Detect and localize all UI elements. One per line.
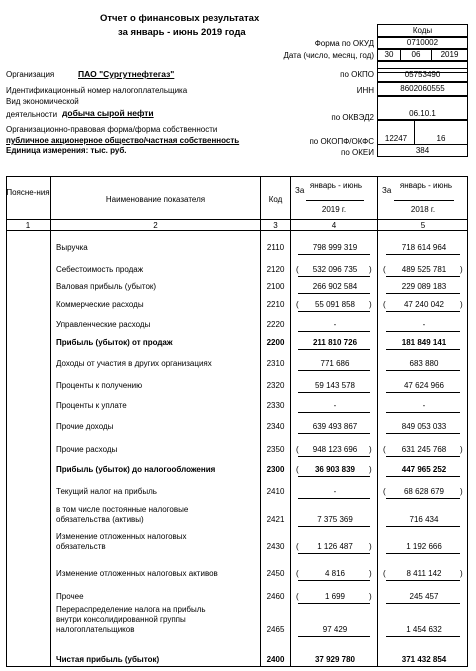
row-name: Прочие расходы (56, 445, 118, 454)
row-current-value: 771 686 (320, 359, 350, 368)
row-prev-value: 1 454 632 (406, 625, 442, 634)
row-prev-value: 245 457 (409, 592, 439, 601)
codes-header: Коды (377, 24, 468, 37)
row-code: 2310 (266, 359, 285, 368)
paren-close: ) (460, 487, 463, 496)
paren-close: ) (369, 542, 372, 551)
row-name: Изменение отложенных налоговых активов (56, 569, 218, 578)
row-prev-value: 47 240 042 (403, 300, 445, 309)
row-prev-value: 371 432 854 (401, 655, 447, 664)
col-prev-za: За (382, 186, 392, 195)
paren-open: ( (296, 300, 299, 309)
row-current-value: 211 810 726 (312, 338, 358, 347)
paren-open: ( (296, 265, 299, 274)
row-prev-value: 489 525 781 (401, 265, 447, 274)
row-current-value: 532 096 735 (312, 265, 358, 274)
row-name-line: внутри консолидированной группы (56, 615, 186, 624)
row-code: 2410 (266, 487, 285, 496)
row-code: 2100 (266, 282, 285, 291)
paren-open: ( (296, 445, 299, 454)
row-name: Прибыль (убыток) до налогообложения (56, 465, 216, 474)
row-name-line: Перераспределение налога на прибыль (56, 605, 206, 614)
col-num-1: 1 (25, 221, 31, 230)
paren-close: ) (460, 569, 463, 578)
paren-close: ) (369, 300, 372, 309)
row-name: Чистая прибыль (убыток) (56, 655, 160, 664)
col-current-year: 2019 г. (321, 205, 347, 214)
col-num-2: 2 (153, 221, 158, 230)
paren-close: ) (460, 265, 463, 274)
row-name: Проценты к уплате (56, 401, 127, 410)
row-code: 2421 (266, 515, 285, 524)
row-name-line: обязательств (56, 542, 106, 551)
paren-open: ( (383, 265, 386, 274)
paren-open: ( (383, 569, 386, 578)
row-code: 2330 (266, 401, 285, 410)
okpo-value: 05753490 (377, 68, 468, 82)
paren-close: ) (460, 445, 463, 454)
row-current-value: 1 126 487 (317, 542, 353, 551)
activity-label-2: деятельности (6, 110, 58, 119)
row-prev-value: 8 411 142 (406, 569, 442, 578)
inn-label: ИНН (356, 86, 374, 95)
date-month: 06 (400, 49, 432, 61)
okpo-label: по ОКПО (340, 70, 374, 79)
row-current-value: 37 929 780 (314, 655, 356, 664)
paren-open: ( (296, 569, 299, 578)
paren-open: ( (383, 445, 386, 454)
paren-open: ( (296, 592, 299, 601)
activity-value: добыча сырой нефти (62, 108, 154, 118)
col-current-za: За (295, 186, 305, 195)
row-code: 2200 (266, 338, 285, 347)
col-num-5: 5 (420, 221, 426, 230)
row-current-value: 639 493 867 (312, 422, 358, 431)
col-prev-period-text: январь - июнь (399, 181, 453, 190)
row-current-value: 36 903 839 (314, 465, 356, 474)
row-code: 2320 (266, 381, 285, 390)
paren-close: ) (460, 300, 463, 309)
paren-open: ( (383, 487, 386, 496)
unit-label: Единица измерения: тыс. руб. (6, 146, 127, 155)
row-prev-value: 447 965 252 (401, 465, 447, 474)
paren-open: ( (296, 465, 299, 474)
row-name: Управленческие расходы (56, 320, 151, 329)
row-name: Прочие доходы (56, 422, 114, 431)
row-current-value: 97 429 (322, 625, 348, 634)
row-prev-value: 181 849 141 (401, 338, 447, 347)
row-prev-value: 716 434 (409, 515, 439, 524)
inn-description: Идентификационный номер налогоплательщика (6, 86, 188, 95)
okud-label: Форма по ОКУД (314, 39, 374, 48)
okopf-label: по ОКОПФ/ОКФС (309, 137, 374, 146)
row-prev-value: 1 192 666 (406, 542, 442, 551)
col-name-header: Наименование показателя (105, 195, 206, 204)
row-current-value: 59 143 578 (314, 381, 356, 390)
row-current-value: - (333, 401, 337, 410)
row-prev-value: 631 245 768 (401, 445, 447, 454)
report-title: Отчет о финансовых результатах (100, 13, 260, 24)
date-year: 2019 (431, 49, 468, 61)
row-code: 2220 (266, 320, 285, 329)
row-code: 2300 (266, 465, 285, 474)
row-name-line: Изменение отложенных налоговых (56, 532, 187, 541)
paren-close: ) (369, 592, 372, 601)
row-name: Себестоимость продаж (56, 265, 144, 274)
paren-close: ) (369, 265, 372, 274)
row-code: 2460 (266, 592, 285, 601)
row-current-value: 1 699 (324, 592, 346, 601)
paren-open: ( (383, 300, 386, 309)
row-name: Прибыль (убыток) от продаж (56, 338, 173, 347)
row-current-value: 4 816 (324, 569, 346, 578)
row-current-value: - (333, 320, 337, 329)
activity-label-1: Вид экономической (6, 97, 79, 106)
paren-close: ) (369, 569, 372, 578)
row-code: 2465 (266, 625, 285, 634)
row-prev-value: - (422, 401, 426, 410)
org-value: ПАО "Сургутнефтегаз" (78, 69, 175, 79)
report-period: за январь - июнь 2019 года (118, 27, 246, 38)
row-prev-value: 68 628 679 (403, 487, 445, 496)
row-current-value: 948 123 696 (312, 445, 358, 454)
row-current-value: 55 091 858 (314, 300, 356, 309)
row-prev-value: 683 880 (409, 359, 439, 368)
row-current-value: - (333, 487, 337, 496)
okved-value: 06.10.1 (377, 96, 468, 120)
row-name-line: налогоплательщиков (56, 625, 135, 634)
inn-value: 8602060555 (377, 82, 468, 96)
row-prev-value: 229 089 183 (401, 282, 447, 291)
row-code: 2400 (266, 655, 285, 664)
okud-value: 0710002 (377, 37, 468, 49)
okei-label: по ОКЕИ (341, 148, 374, 157)
okved-label: по ОКВЭД2 (331, 113, 374, 122)
legal-form-value: публичное акционерное общество/частная собственность (6, 136, 240, 145)
col-note-header: Поясне-ния (6, 188, 50, 197)
col-code-header: Код (268, 195, 283, 204)
row-name: Выручка (56, 243, 88, 252)
date-label: Дата (число, месяц, год) (283, 51, 374, 60)
org-label: Организация (6, 70, 55, 79)
col-prev-year: 2018 г. (410, 205, 436, 214)
col-current-period-text: январь - июнь (309, 181, 363, 190)
row-code: 2450 (266, 569, 285, 578)
row-code: 2350 (266, 445, 285, 454)
paren-close: ) (369, 465, 372, 474)
paren-close: ) (369, 445, 372, 454)
row-code: 2110 (266, 243, 285, 252)
date-day: 30 (377, 49, 401, 61)
row-prev-value: 718 614 964 (401, 243, 447, 252)
row-name: Доходы от участия в других организациях (56, 359, 212, 368)
okei-value: 384 (377, 144, 468, 157)
row-current-value: 266 902 584 (312, 282, 358, 291)
row-prev-value: - (422, 320, 426, 329)
col-num-4: 4 (331, 221, 337, 230)
row-code: 2210 (266, 300, 285, 309)
col-num-3: 3 (273, 221, 278, 230)
paren-open: ( (296, 542, 299, 551)
row-code: 2430 (266, 542, 285, 551)
row-code: 2340 (266, 422, 285, 431)
row-name: Проценты к получению (56, 381, 143, 390)
row-name-line: в том числе постоянные налоговые (56, 505, 189, 514)
row-current-value: 7 375 369 (317, 515, 353, 524)
okfs-value: 16 (414, 120, 468, 145)
row-prev-value: 47 624 966 (403, 381, 445, 390)
row-code: 2120 (266, 265, 285, 274)
row-name: Текущий налог на прибыль (56, 487, 157, 496)
row-prev-value: 849 053 033 (401, 422, 447, 431)
row-current-value: 798 999 319 (312, 243, 358, 252)
row-name: Коммерческие расходы (56, 300, 144, 309)
row-name-line: обязательства (активы) (56, 515, 144, 524)
okopf-value: 12247 (377, 120, 415, 145)
legal-form-label: Организационно-правовая форма/форма собственности (6, 125, 218, 134)
row-name: Валовая прибыль (убыток) (56, 282, 157, 291)
row-name: Прочее (56, 592, 84, 601)
